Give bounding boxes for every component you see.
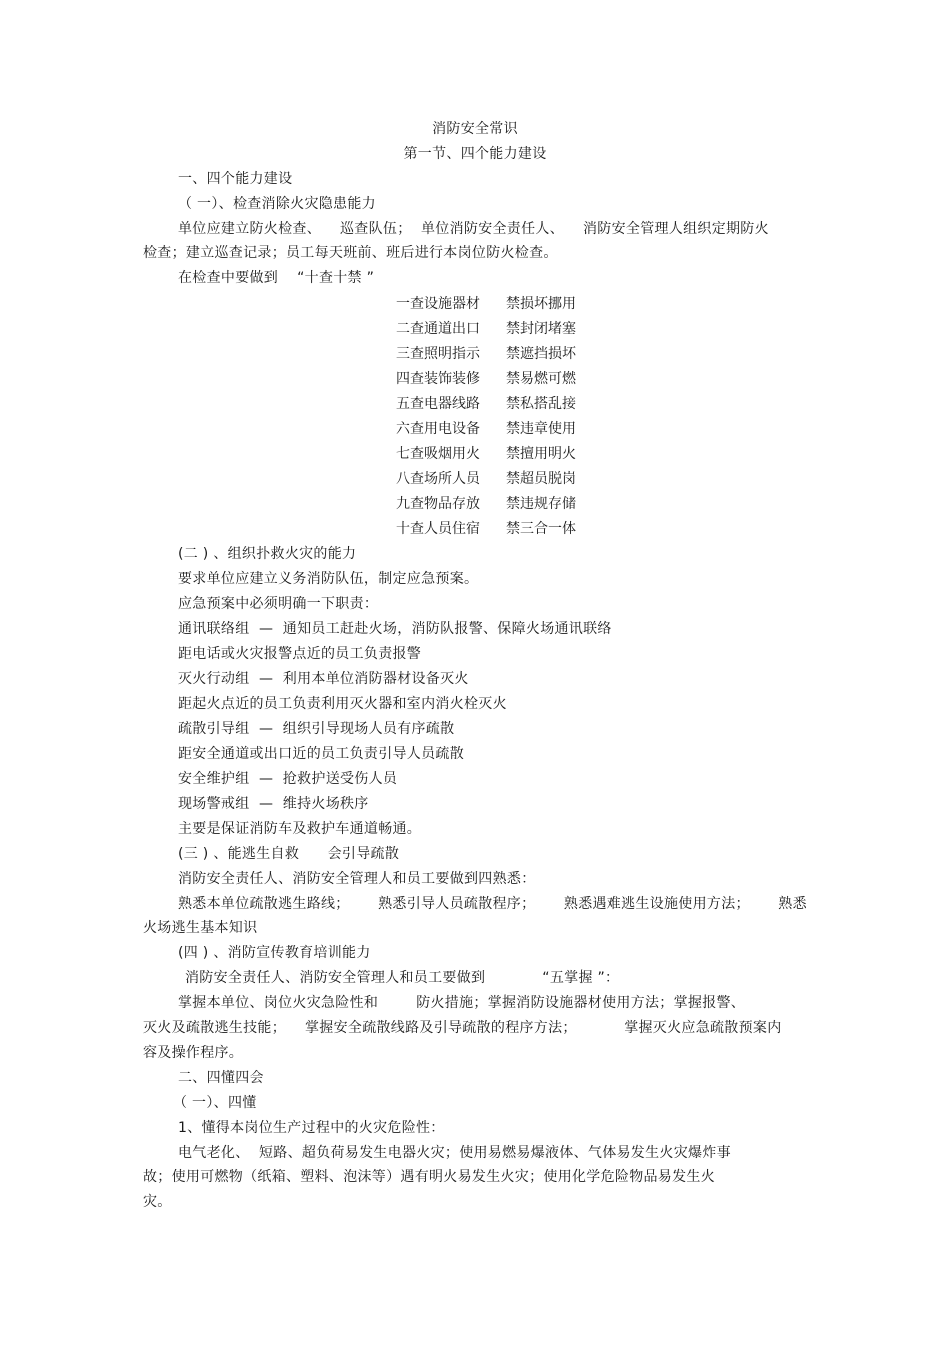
check-label: 三查照明指示 (396, 346, 480, 362)
check-item (396, 520, 576, 538)
ban-label: 禁违章使用 (506, 421, 576, 437)
paragraph-line: 灭火行动组 — 利用本单位消防器材设备灭火 (178, 671, 469, 687)
check-item (396, 320, 576, 338)
paragraph-line: 现场警戒组 — 维持火场秩序 (178, 796, 369, 812)
paragraph-line: 熟悉本单位疏散逃生路线； 熟悉引导人员疏散程序； 熟悉遇难逃生设施使用方法； 熟悉 (178, 896, 807, 912)
ban-label: 禁易燃可燃 (506, 371, 576, 387)
paragraph-line: 要求单位应建立义务消防队伍，制定应急预案。 (178, 571, 479, 587)
check-item (396, 420, 576, 438)
paragraph-line: 消防安全责任人、消防安全管理人和员工要做到四熟悉： (178, 871, 536, 887)
check-label: 九查物品存放 (396, 496, 480, 512)
ban-label: 禁遮挡损坏 (506, 346, 576, 362)
paragraph-line: 故；使用可燃物（纸箱、塑料、泡沫等）遇有明火易发生火灾；使用化学危险物品易发生火 (143, 1169, 715, 1185)
paragraph-line: 1、懂得本岗位生产过程中的火灾危险性： (178, 1120, 445, 1136)
subheading-4: (四 ) 、消防宣传教育培训能力 (178, 945, 371, 961)
paragraph-line: 掌握本单位、岗位火灾急险性和 防火措施；掌握消防设施器材使用方法；掌握报警、 (178, 995, 746, 1011)
paragraph-line: 灾。 (143, 1194, 172, 1210)
subheading-2: (二 ) 、组织扑救火灾的能力 (178, 546, 357, 562)
check-label: 一查设施器材 (396, 296, 480, 312)
document-title: 消防安全常识 (432, 121, 518, 137)
ban-label: 禁封闭堵塞 (506, 321, 576, 337)
ban-label: 禁三合一体 (506, 521, 576, 537)
check-label: 七查吸烟用火 (396, 446, 480, 462)
section-title: 第一节、四个能力建设 (403, 146, 547, 162)
check-item (396, 395, 576, 413)
paragraph-line: 检查；建立巡查记录；员工每天班前、班后进行本岗位防火检查。 (143, 245, 558, 261)
check-item (396, 470, 576, 488)
paragraph-line: 距电话或火灾报警点近的员工负责报警 (178, 646, 422, 662)
subheading-5: （ 一）、四懂 (173, 1095, 257, 1111)
paragraph-line: 主要是保证消防车及救护车通道畅通。 (178, 821, 422, 837)
check-item (396, 370, 576, 388)
paragraph-line: 容及操作程序。 (143, 1045, 244, 1061)
paragraph-line: 通讯联络组 — 通知员工赶赴火场，消防队报警、保障火场通讯联络 (178, 621, 612, 637)
paragraph-line: 应急预案中必须明确一下职责： (178, 596, 379, 612)
check-label: 四查装饰装修 (396, 371, 480, 387)
check-label: 五查电器线路 (396, 396, 480, 412)
check-label: 六查用电设备 (396, 421, 480, 437)
check-label: 二查通道出口 (396, 321, 480, 337)
ban-label: 禁擅用明火 (506, 446, 576, 462)
subheading-1: （ 一）、检查消除火灾隐患能力 (178, 196, 376, 212)
paragraph-line: 安全维护组 — 抢救护送受伤人员 (178, 771, 398, 787)
check-item (396, 445, 576, 463)
paragraph-line: 疏散引导组 — 组织引导现场人员有序疏散 (178, 721, 455, 737)
ban-label: 禁损坏挪用 (506, 296, 576, 312)
paragraph-line: 距起火点近的员工负责利用灭火器和室内消火栓灭火 (178, 696, 507, 712)
ban-label: 禁私搭乱接 (506, 396, 576, 412)
paragraph-line: 距安全通道或出口近的员工负责引导人员疏散 (178, 746, 464, 762)
paragraph-line: 单位应建立防火检查、 巡查队伍； 单位消防安全责任人、 消防安全管理人组织定期防火 (178, 221, 769, 237)
subheading-3: (三 ) 、能逃生自救 会引导疏散 (178, 846, 400, 862)
heading-2: 二、四懂四会 (178, 1070, 264, 1086)
check-label: 八查场所人员 (396, 471, 480, 487)
check-item (396, 345, 576, 363)
ban-label: 禁违规存储 (506, 496, 576, 512)
paragraph-line: 灭火及疏散逃生技能； 掌握安全疏散线路及引导疏散的程序方法； 掌握灭火应急疏散预案内 (143, 1020, 782, 1036)
paragraph-line: 在检查中要做到 “十查十禁 ” (178, 270, 375, 286)
paragraph-line: 消防安全责任人、消防安全管理人和员工要做到 “五掌握 ”： (185, 970, 620, 986)
check-item (396, 295, 576, 313)
heading-1: 一、四个能力建设 (178, 171, 293, 187)
paragraph-line: 电气老化、 短路、超负荷易发生电器火灾；使用易燃易爆液体、气体易发生火灾爆炸事 (178, 1145, 731, 1161)
paragraph-line: 火场逃生基本知识 (143, 920, 258, 936)
check-label: 十查人员住宿 (396, 521, 480, 537)
check-item (396, 495, 576, 513)
ban-label: 禁超员脱岗 (506, 471, 576, 487)
